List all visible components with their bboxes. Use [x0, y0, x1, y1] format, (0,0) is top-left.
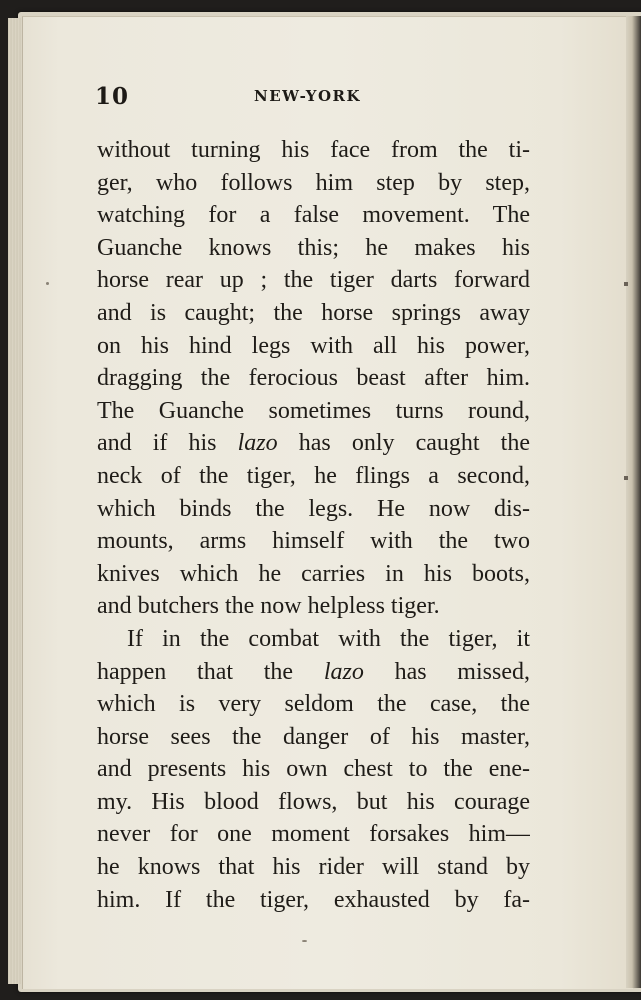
text-line: ger, who follows him step by step,	[97, 169, 530, 196]
text-line: and is caught; the horse springs away	[97, 299, 530, 326]
text-line: The Guanche sometimes turns round,	[97, 397, 530, 424]
paper-fleck	[302, 940, 307, 942]
page-edges	[8, 18, 22, 984]
text-line: my. His blood flows, but his courage	[97, 788, 530, 815]
text-line: and butchers the now helpless tiger.	[97, 593, 440, 620]
text-line: dragging the ferocious beast after him.	[97, 365, 530, 392]
body-text	[97, 134, 530, 916]
page-number: 10	[95, 83, 130, 110]
text-line: and if his lazo has only caught the	[97, 430, 530, 457]
text-line: without turning his face from the ti-	[97, 137, 530, 163]
text-line: him. If the tiger, exhausted by fa-	[97, 886, 530, 913]
text-line: horse rear up ; the tiger darts forward	[97, 267, 530, 294]
text-line: on his hind legs with all his power,	[97, 332, 530, 359]
text-line: which binds the legs. He now dis-	[97, 495, 530, 522]
text-line: never for one moment forsakes him—	[97, 821, 530, 848]
text-line: knives which he carries in his boots,	[97, 560, 530, 587]
text-line: neck of the tiger, he flings a second,	[97, 462, 530, 489]
text-line: he knows that his rider will stand by	[97, 854, 530, 881]
text-line: watching for a false movement. The	[97, 202, 530, 229]
italic-word: lazo	[323, 658, 364, 685]
margin-mark	[624, 476, 628, 480]
italic-word: lazo	[237, 430, 278, 457]
text-line: and presents his own chest to the ene-	[97, 756, 530, 783]
margin-mark	[624, 282, 628, 286]
text-line: Guanche knows this; he makes his	[97, 234, 530, 261]
text-line: If in the combat with the tiger, it	[127, 625, 530, 652]
spine-shadow	[626, 16, 641, 988]
text-line: which is very seldom the case, the	[97, 691, 530, 718]
text-line: mounts, arms himself with the two	[97, 528, 530, 555]
paper-fleck	[46, 282, 49, 285]
text-line: happen that the lazo has missed,	[97, 658, 530, 685]
text-line: horse sees the danger of his master,	[97, 723, 530, 750]
running-head: NEW-YORK	[254, 87, 362, 105]
